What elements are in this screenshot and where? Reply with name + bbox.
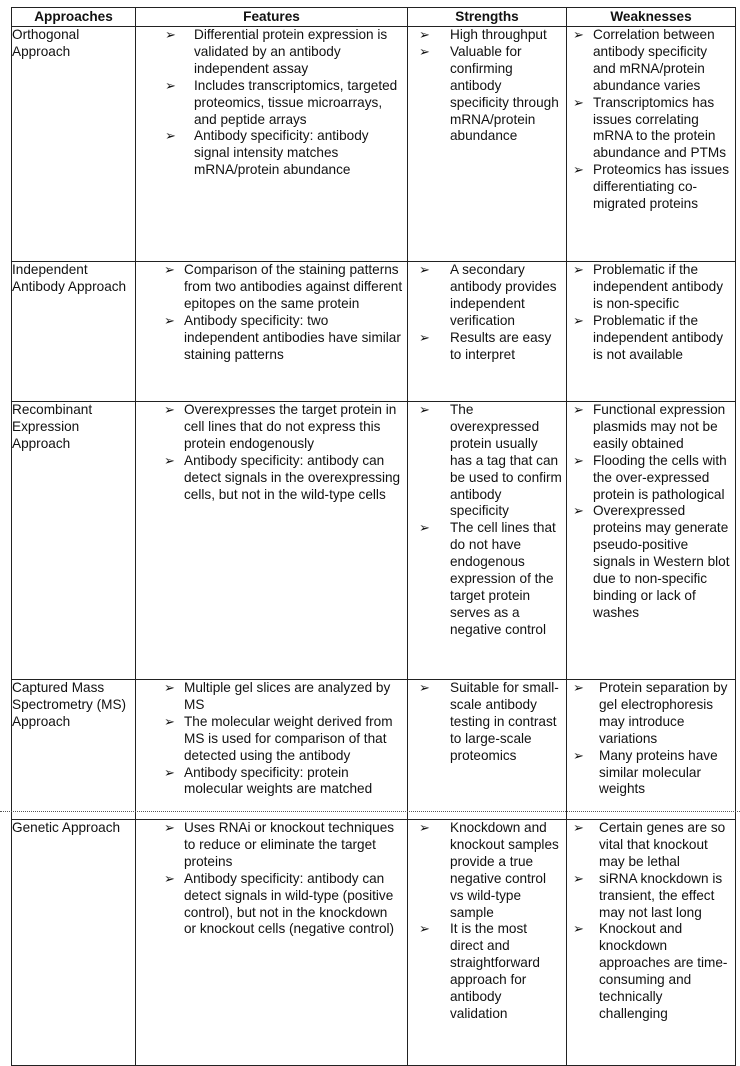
arrowhead-bullet-icon: ➢: [573, 503, 584, 519]
list-item: ➢ Overexpresses the target protein in cell lines that do not express this protein endogenously: [164, 402, 397, 451]
strengths-cell: [408, 262, 567, 402]
list-item: ➢ Antibody specificity: antibody signal intensity matches mRNA/protein abundance: [165, 128, 369, 178]
list-item: ➢ Knockdown and knockout samples provide a true negative control vs wild-type sample: [419, 820, 559, 920]
antibody-validation-table: [11, 7, 736, 1066]
table-row: [12, 402, 736, 680]
arrowhead-bullet-icon: ➢: [573, 94, 584, 110]
approach-cell: Independent Antibody Approach: [12, 262, 136, 402]
strengths-cell: [408, 27, 567, 262]
list-item: ➢ Uses RNAi or knockout techniques to reduce or eliminate the target proteins: [164, 820, 395, 869]
features-cell: [136, 402, 408, 680]
arrowhead-bullet-icon: ➢: [573, 680, 584, 695]
list-item: ➢ The cell lines that do not have endogenous expression of the target protein serves as a negative control: [419, 520, 556, 637]
list-item: ➢ siRNA knockdown is transient, the effect may not last long: [573, 870, 723, 920]
arrowhead-bullet-icon: ➢: [164, 680, 175, 695]
list-item: ➢ Overexpressed proteins may generate pseudo-positive signals in Western blot due to non-specific binding or lack of washes: [573, 503, 730, 620]
arrowhead-bullet-icon: ➢: [164, 312, 175, 328]
header-weaknesses: Weaknesses: [567, 8, 736, 27]
arrowhead-bullet-icon: ➢: [419, 329, 430, 345]
strengths-cell: [408, 680, 567, 820]
arrowhead-bullet-icon: ➢: [164, 820, 175, 835]
list-item: ➢ Proteomics has issues differentiating co-migrated proteins: [573, 162, 729, 212]
list-item: ➢ Flooding the cells with the over-expressed protein is pathological: [573, 452, 727, 502]
arrowhead-bullet-icon: ➢: [573, 162, 584, 178]
arrowhead-bullet-icon: ➢: [573, 402, 584, 417]
arrowhead-bullet-icon: ➢: [573, 27, 584, 42]
list-item: ➢ Comparison of the staining patterns from two antibodies against different epitopes on the same protein: [164, 262, 403, 311]
arrowhead-bullet-icon: ➢: [164, 764, 175, 780]
list-item: ➢ Suitable for small-scale antibody testing in contrast to large-scale proteomics: [419, 680, 559, 763]
list-item: ➢ Antibody specificity: two independent antibodies have similar staining patterns: [164, 312, 401, 362]
approach-cell: Genetic Approach: [12, 820, 136, 1066]
approach-cell: Recombinant Expression Approach: [12, 402, 136, 680]
arrowhead-bullet-icon: ➢: [573, 747, 584, 763]
list-item: ➢ Certain genes are so vital that knockout may be lethal: [573, 820, 726, 869]
list-item: ➢ The overexpressed protein usually has a tag that can be used to confirm antibody specificity: [419, 402, 562, 519]
approach-cell: Orthogonal Approach: [12, 27, 136, 262]
list-item: ➢ Protein separation by gel electrophoresis may introduce variations: [573, 680, 728, 746]
strengths-cell: [408, 402, 567, 680]
list-item: ➢ The molecular weight derived from MS is used for comparison of that detected using the antibody: [164, 713, 393, 763]
list-item: ➢ Includes transcriptomics, targeted proteomics, tissue microarrays, and peptide arrays: [165, 77, 398, 127]
list-item: ➢ Many proteins have similar molecular weights: [573, 747, 718, 797]
arrowhead-bullet-icon: ➢: [573, 312, 584, 328]
arrowhead-bullet-icon: ➢: [164, 402, 175, 417]
arrowhead-bullet-icon: ➢: [419, 921, 430, 937]
weaknesses-cell: [567, 680, 736, 820]
arrowhead-bullet-icon: ➢: [419, 262, 430, 277]
strengths-cell: [408, 820, 567, 1066]
list-item: ➢ Multiple gel slices are analyzed by MS: [164, 680, 391, 712]
arrowhead-bullet-icon: ➢: [419, 27, 430, 42]
table-row: [12, 680, 736, 820]
table-row: [12, 262, 736, 402]
arrowhead-bullet-icon: ➢: [573, 820, 584, 835]
weaknesses-cell: [567, 402, 736, 680]
list-item: ➢ Problematic if the independent antibody is not available: [573, 312, 724, 362]
arrowhead-bullet-icon: ➢: [164, 870, 175, 886]
features-cell: [136, 27, 408, 262]
arrowhead-bullet-icon: ➢: [573, 262, 584, 277]
arrowhead-bullet-icon: ➢: [573, 870, 584, 886]
header-approaches: Approaches: [12, 8, 136, 27]
arrowhead-bullet-icon: ➢: [419, 820, 430, 835]
features-cell: [136, 262, 408, 402]
list-item: ➢ Correlation between antibody specificity and mRNA/protein abundance varies: [573, 27, 715, 93]
list-item: ➢ It is the most direct and straightforward approach for antibody validation: [419, 921, 540, 1021]
arrowhead-bullet-icon: ➢: [419, 680, 430, 695]
list-item: ➢ Results are easy to interpret: [419, 329, 552, 362]
list-item: ➢ Antibody specificity: antibody can detect signals in wild-type (positive control), but not in the knockdown or knockout cells (negative control): [164, 870, 395, 937]
table-row: [12, 27, 736, 262]
arrowhead-bullet-icon: ➢: [165, 128, 176, 144]
arrowhead-bullet-icon: ➢: [164, 452, 175, 468]
list-item: ➢ Valuable for confirming antibody specificity through mRNA/protein abundance: [419, 43, 559, 144]
arrowhead-bullet-icon: ➢: [419, 43, 430, 59]
arrowhead-bullet-icon: ➢: [164, 262, 175, 277]
weaknesses-cell: [567, 27, 736, 262]
list-item: ➢ Antibody specificity: antibody can detect signals in the overexpressing cells, but not in the wild-type cells: [164, 452, 401, 502]
header-features: Features: [136, 8, 408, 27]
weaknesses-cell: [567, 262, 736, 402]
arrowhead-bullet-icon: ➢: [419, 402, 430, 417]
arrowhead-bullet-icon: ➢: [419, 520, 430, 536]
list-item: ➢ Differential protein expression is validated by an antibody independent assay: [165, 27, 388, 76]
arrowhead-bullet-icon: ➢: [165, 77, 176, 93]
features-cell: [136, 680, 408, 820]
header-strengths: Strengths: [408, 8, 567, 27]
list-item: ➢ Functional expression plasmids may not be easily obtained: [573, 402, 726, 451]
weaknesses-cell: [567, 820, 736, 1066]
features-cell: [136, 820, 408, 1066]
page-break-dotted-line: [0, 811, 740, 812]
list-item: ➢ High throughput: [419, 27, 547, 42]
list-item: ➢ Antibody specificity: protein molecular weights are matched: [164, 764, 373, 797]
table-row: [12, 820, 736, 1066]
list-item: ➢ Problematic if the independent antibody is non-specific: [573, 262, 724, 311]
approach-cell: Captured Mass Spectrometry (MS) Approach: [12, 680, 136, 820]
list-item: ➢ A secondary antibody provides independent verification: [419, 262, 557, 328]
arrowhead-bullet-icon: ➢: [165, 27, 176, 42]
arrowhead-bullet-icon: ➢: [573, 921, 584, 937]
list-item: ➢ Transcriptomics has issues correlating mRNA to the protein abundance and PTMs: [573, 94, 727, 161]
arrowhead-bullet-icon: ➢: [573, 452, 584, 468]
list-item: ➢ Knockout and knockdown approaches are time-consuming and technically challenging: [573, 921, 728, 1021]
arrowhead-bullet-icon: ➢: [164, 713, 175, 729]
header-row: [12, 8, 736, 27]
